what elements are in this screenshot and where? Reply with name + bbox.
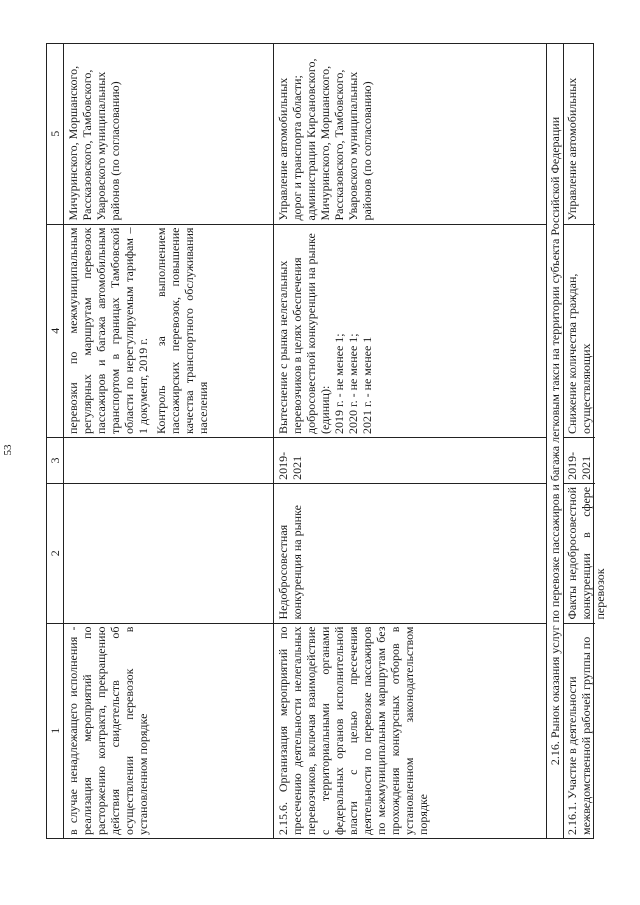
problem-cell (64, 483, 273, 623)
period-cell (64, 437, 273, 483)
column-header-2: 2 (47, 483, 63, 623)
measure-cell: в случае ненадлежащего исполнения - реализация мероприятий по расторжению контракта, прекращению действия свидетельств об осуществлении перевозок в установленном порядке (64, 623, 273, 838)
measures-table (46, 43, 607, 839)
result-cell (64, 224, 273, 437)
result-line: 2019 г. - не менее 1; (332, 333, 346, 434)
section-row (547, 44, 564, 838)
table-row (64, 44, 274, 838)
table-row (274, 44, 547, 838)
measure-cell: 2.15.6. Организация мероприятий по пресечению деятельности нелегальных перевозчиков, включая взаимодействие с территориальными органами федеральных органов исполнительной власти с целью пресечения деятельности по перевозке пассажиров по межмуниципальным маршрутам без прохождения конкурсных отборов в установленном законодательством порядке (274, 623, 546, 838)
responsible-cell: Мичуринского, Моршанского, Рассказовского, Тамбовского, Уваровского муниципальных районов (по согласованию) (66, 65, 122, 221)
result-cell (274, 224, 546, 437)
column-header-1: 1 (47, 623, 63, 838)
result-paragraph: Контроль за выполнением пассажирских перевозок, повышение качества транспортного обслуживания населения (154, 227, 210, 434)
responsible-cell: Управление автомобильных (565, 77, 579, 221)
problem-cell: Факты недобросовестной конкуренции в сфере перевозок (564, 483, 595, 623)
column-header-4: 4 (47, 224, 63, 437)
page-number: 53 (2, 444, 14, 456)
result-cell: Снижение количества граждан, осуществляющих (564, 224, 595, 437)
result-paragraph: перевозки по межмуниципальным регулярных маршрутам перевозок пассажиров и багажа автомобильным транспортом в границах Тамбовской области по нерегулируемым тарифам – 1 документ, 2019 г. (66, 227, 150, 434)
measure-cell: 2.16.1. Участие в деятельности межведомственной рабочей группы по (564, 623, 595, 838)
column-header-3: 3 (47, 437, 63, 483)
result-line: Вытеснение с рынка нелегальных перевозчиков в целях обеспечения добросовестной конкуренции на рынке (единиц): (276, 233, 332, 434)
column-header-5: 5 (48, 130, 62, 137)
problem-cell: Недобросовестная конкуренция на рынке (274, 483, 546, 623)
result-line: 2021 г. - не менее 1 (360, 336, 374, 434)
result-line: 2020 г. - не менее 1; (346, 333, 360, 434)
period-cell: 2019-2021 (274, 437, 546, 483)
table-row (564, 44, 607, 838)
section-title: 2.16. Рынок оказания услуг по перевозке пассажиров и багажа легковым такси на территории субъекта Российской Федерации (548, 116, 562, 766)
responsible-cell: Управление автомобильных дорог и транспорта области; администрации Кирсановского, Мичуринского, Моршанского, Рассказовского, Тамбовского, Уваровского муниципальных районов (по согласованию) (276, 58, 374, 221)
table-header-row (47, 44, 64, 838)
period-cell: 2019-2021 (564, 437, 595, 483)
